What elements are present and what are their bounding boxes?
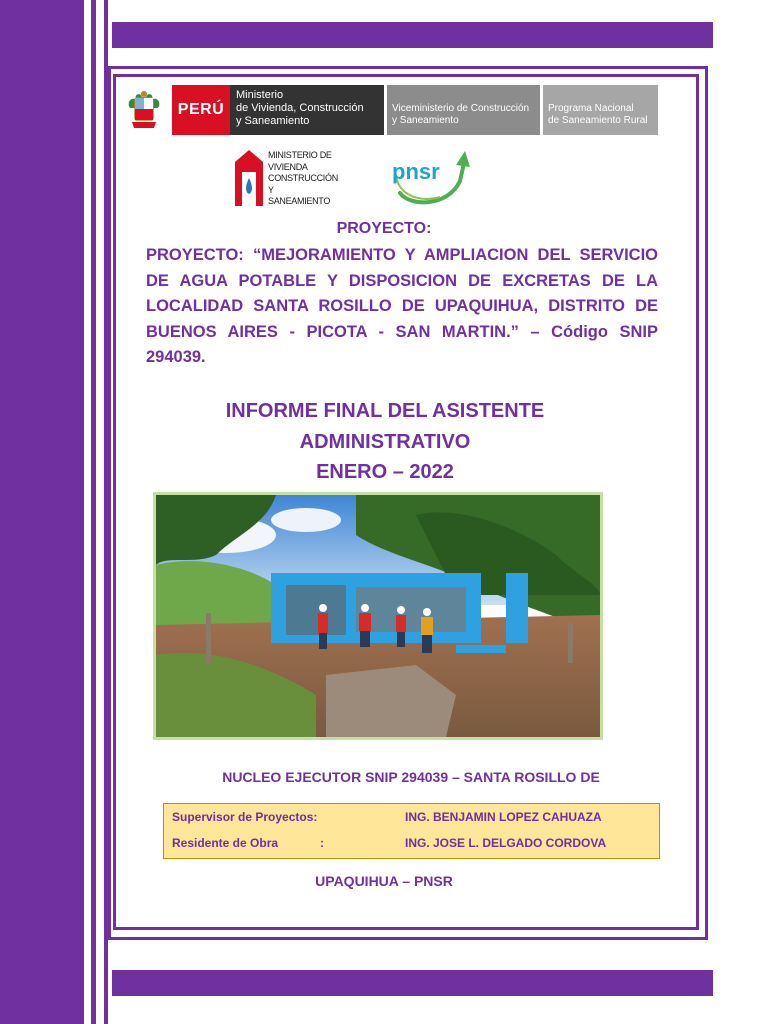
responsables-table [163, 803, 660, 859]
mvcs-line: MINISTERIO DE [268, 150, 332, 160]
supervisor-name: ING. BENJAMIN LOPEZ CAHUAZA [405, 810, 602, 824]
pnsr-logo [390, 145, 474, 207]
nucleo-ejecutor-line: NUCLEO EJECUTOR SNIP 294039 – SANTA ROSILLO DE [222, 769, 600, 785]
peru-coat-of-arms-icon [126, 88, 162, 132]
left-purple-band [0, 0, 84, 1024]
report-title [180, 396, 590, 488]
programa-logo-box [543, 85, 658, 135]
mvcs-line: VIVIENDA [268, 161, 308, 172]
frame-vertical-line [91, 0, 96, 1024]
project-label: PROYECTO: [336, 220, 432, 237]
ministerio-line: de Vivienda, Construcción [236, 102, 364, 114]
mvcs-logo-text [268, 150, 342, 208]
viceministerio-logo-box [387, 85, 540, 135]
residente-colon: : [320, 836, 324, 850]
ministerio-logo-box [230, 85, 384, 135]
top-purple-bar [112, 22, 713, 48]
residente-label: Residente de Obra [172, 836, 279, 850]
supervisor-label: Supervisor de Proyectos: [172, 810, 318, 824]
viceministerio-line: Viceministerio de Construcción [392, 103, 530, 114]
pnsr-text: pnsr [392, 159, 440, 184]
ministerio-line: y Saneamiento [236, 115, 310, 127]
project-site-photo [153, 492, 603, 740]
project-description: PROYECTO: “MEJORAMIENTO Y AMPLIACION DEL SERVICIO DE AGUA POTABLE Y DISPOSICION DE EXCRETAS DE LA LOCALIDAD SANTA ROSILLO DE UPAQUIHUA, DISTRITO DE BUENOS AIRES - PICOTA - SAN MARTIN.” – Código SNIP 294039. [146, 246, 658, 366]
upaquihua-line: UPAQUIHUA – PNSR [315, 873, 453, 889]
report-title-line: ADMINISTRATIVO [299, 430, 471, 453]
peru-label: PERÚ [177, 101, 225, 118]
residente-name: ING. JOSE L. DELGADO CORDOVA [405, 836, 607, 850]
mvcs-line: SANEAMIENTO [268, 196, 331, 206]
report-title-line: INFORME FINAL DEL ASISTENTE [225, 400, 545, 422]
programa-line: de Saneamiento Rural [548, 115, 648, 126]
ministerio-line: Ministerio [236, 89, 284, 101]
viceministerio-line: y Saneamiento [392, 115, 459, 126]
report-title-line: ENERO – 2022 [316, 461, 454, 483]
bottom-purple-bar [112, 970, 713, 996]
mvcs-line: CONSTRUCCIÓN Y [268, 173, 338, 195]
programa-line: Programa Nacional [548, 103, 634, 114]
peru-brand-logo [172, 85, 230, 135]
